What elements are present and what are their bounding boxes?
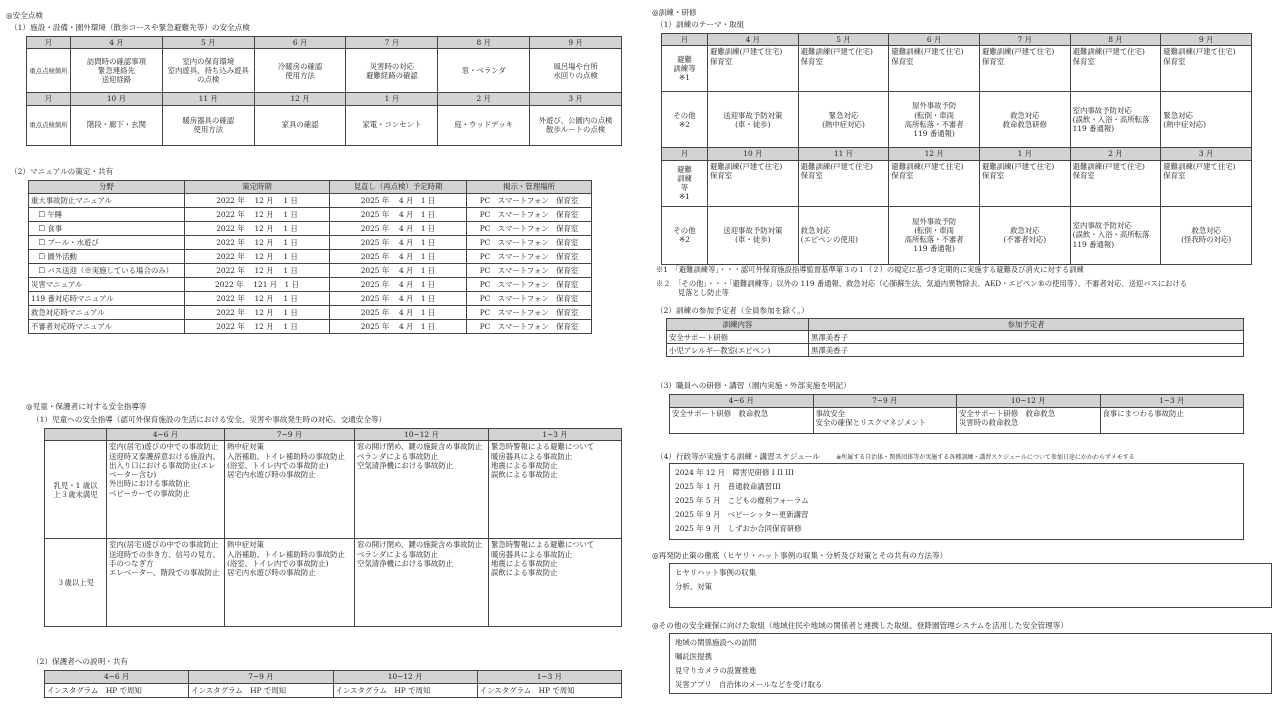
prevention-item: 分析、対策 <box>675 582 712 591</box>
inspection-item: 冷暖房の確認 使用方法 <box>254 49 346 93</box>
child-guidance-row-over3 <box>45 539 622 627</box>
staff-training-table <box>669 394 1244 434</box>
month-label: 月 <box>27 37 71 49</box>
storage-location: PC スマートフォン 保育室 <box>467 222 592 236</box>
inspection-item: 庭・ウッドデッキ <box>438 105 530 145</box>
recurrence-prevention-box <box>669 563 1272 608</box>
training-cell: 緊急対応 (熱中症対応) <box>1161 92 1252 148</box>
footnote-2: ※２ 「その他」・・・「避難訓練等」以外の 119 番通報、救急対応（心肺蘇生法、気道内異物除去、AED・エピペン®の使用等）、不審者対応、送迎バスにおける 見落とし防止等 <box>656 279 1188 298</box>
training-cell: 避難訓練(戸建て住宅) 保育室 <box>979 46 1070 92</box>
staff-header-row <box>670 395 1244 408</box>
admin-schedule-box <box>669 463 1244 540</box>
period-header: 7~9 月 <box>189 671 333 684</box>
month-header: 4 月 <box>71 37 163 49</box>
guidance-cell: 室内(居宅)遊びの中での事故防止 送迎時での歩き方、信号の見方、手のつなぎ方 エレベーター、階段での事故防止 <box>107 539 225 627</box>
storage-location: PC スマートフォン 保育室 <box>467 292 592 306</box>
month-header: 7 月 <box>346 37 438 49</box>
manual-header: 分野 <box>29 181 185 194</box>
storage-location: PC スマートフォン 保育室 <box>467 264 592 278</box>
period-header: 7~9 月 <box>813 395 957 408</box>
period-header: 1~3 月 <box>477 671 621 684</box>
inspection-month-row-a <box>27 37 622 49</box>
month-header: 9 月 <box>530 37 622 49</box>
created-date: 2022 年 12 月 1 日 <box>185 208 330 222</box>
parent-sharing-cell: インスタグラム HP で周知 <box>333 684 477 698</box>
training-cell: 避難訓練(戸建て住宅) 保育室 <box>889 46 980 92</box>
participants-header: 訓練内容 <box>667 319 809 331</box>
manual-row <box>29 320 592 334</box>
period-header: 7~9 月 <box>225 429 355 441</box>
month-header: 2 月 <box>1070 148 1161 160</box>
created-date: 2022 年 12 月 1 日 <box>185 292 330 306</box>
manual-header: 見直し（再点検）予定時期 <box>330 181 467 194</box>
staff-training-cell: 事故安全 安全の確保とリスクマネジメント <box>813 408 957 434</box>
manual-field: ☐ プール・水遊び <box>29 236 185 250</box>
manual-row <box>29 264 592 278</box>
age-group-label: 乳児・1 歳以 上３歳未満児 <box>45 441 107 539</box>
schedule-item: 2025 年 9 月 ベビーシッター更新講習 <box>675 510 809 519</box>
other-training-row-b <box>662 206 1252 264</box>
created-date: 2022 年 12 月 1 日 <box>185 264 330 278</box>
safety-item: 見守りカメラの設置推進 <box>675 666 757 675</box>
manual-row <box>29 208 592 222</box>
participants-subheading: （2）訓練の参加予定者（全員参加を除く。） <box>656 306 809 315</box>
child-guidance-table <box>44 428 622 627</box>
training-cell: 救急対応 (不審者対応) <box>979 206 1070 264</box>
training-cell: 避難訓練(戸建て住宅) 保育室 <box>1070 160 1161 206</box>
manual-row <box>29 306 592 320</box>
safety-item: 災害アプリ 自治体のメールなどを受け取る <box>675 680 823 689</box>
training-month-row-b <box>662 148 1252 160</box>
inspection-item: 風呂場や台所 水回りの点検 <box>530 49 622 93</box>
inspection-item: 暖房器具の確認 使用方法 <box>162 105 254 145</box>
staff-training-subheading: （3）職員への研修・講習（園内実施・外部実施を明記） <box>656 381 851 390</box>
participants-row <box>667 344 1244 357</box>
guidance-cell: 室内(居宅)遊びの中での事故防止 送迎時又泰護辞意おける施設内、出入り口における事故防止(エレベーター含む) 外出時における事故防止 ベビーカーでの事故防止 <box>107 441 225 539</box>
period-header: 1~3 月 <box>489 429 622 441</box>
manual-header: 策定時期 <box>185 181 330 194</box>
manual-header: 掲示・管理場所 <box>467 181 592 194</box>
period-header: 4~6 月 <box>107 429 225 441</box>
admin-schedule-subheading <box>656 452 1135 462</box>
month-header: 3 月 <box>530 93 622 105</box>
inspection-month-row-b <box>27 93 622 105</box>
manual-field: ☐ バス送迎（※実施している場合のみ） <box>29 264 185 278</box>
guidance-cell: 窓の開け閉め、鍵の施錠含め事故防止 ベランダによる事故防止 空気清浄機における事故防止 <box>355 539 489 627</box>
admin-schedule-title: （4）行政等が実施する訓練・講習スケジュール <box>656 452 820 461</box>
manual-header-row <box>29 181 592 194</box>
manual-field: ☐ 園外活動 <box>29 250 185 264</box>
training-cell: 避難訓練(戸建て住宅) 保育室 <box>798 46 889 92</box>
month-label: 月 <box>27 93 71 105</box>
other-label: その他 ※2 <box>662 206 708 264</box>
training-cell: 送迎事故予防対策 (車・徒歩) <box>708 206 799 264</box>
training-theme-table <box>661 33 1252 265</box>
training-cell: 救急対応 (怪我時の対応) <box>1161 206 1252 264</box>
period-header: 1~3 月 <box>1100 395 1244 408</box>
manual-subheading: （2）マニュアルの策定・共有 <box>10 167 114 176</box>
manual-table <box>28 180 592 334</box>
month-header: 6 月 <box>254 37 346 49</box>
manual-field: 119 番対応時マニュアル <box>29 292 185 306</box>
evacuation-label: 避難 訓練等 ※1 <box>662 46 708 92</box>
prevention-item: ヒヤリハット事例の収集 <box>675 568 757 577</box>
participant-name: 黒澤美香子 <box>809 331 1244 344</box>
training-participants-table <box>666 318 1244 357</box>
manual-field: 不審者対応時マニュアル <box>29 320 185 334</box>
training-cell: 避難訓練(戸建て住宅) 保育室 <box>708 46 799 92</box>
month-header: 6 月 <box>889 34 980 46</box>
participants-header: 参加予定者 <box>809 319 1244 331</box>
storage-location: PC スマートフォン 保育室 <box>467 250 592 264</box>
schedule-item: 2025 年 9 月 しずおか合同保育研修 <box>675 524 802 533</box>
month-header: 3 月 <box>1161 148 1252 160</box>
created-date: 2022 年 12 月 1 日 <box>185 250 330 264</box>
empty-corner <box>45 429 107 441</box>
review-date: 2025 年 4 月 1 日 <box>330 236 467 250</box>
inspection-item-row-a <box>27 49 622 93</box>
month-header: 11 月 <box>162 93 254 105</box>
month-header: 1 月 <box>346 93 438 105</box>
safety-item: 嘱託医提携 <box>675 652 712 661</box>
training-cell: 救急対応 救命救急研修 <box>979 92 1070 148</box>
staff-training-cell: 安全サポート研修 救命救急 <box>670 408 814 434</box>
child-parent-guidance-heading: ◎児童・保護者に対する安全指導等 <box>26 402 147 411</box>
guidance-cell: 熱中症対策 入浴補助、トイレ補助時の事故防止(浴室、トイレ内での事故防止) 居宅内水遊び時の事故防止 <box>225 441 355 539</box>
staff-content-row <box>670 408 1244 434</box>
parent-header-row <box>45 671 622 684</box>
created-date: 2022 年 12 月 1 日 <box>185 194 330 208</box>
month-label: 月 <box>662 34 708 46</box>
schedule-item: 2024 年 12 月 障害児研修 I II III <box>675 468 794 477</box>
created-date: 2022 年 12 月 1 日 <box>185 236 330 250</box>
created-date: 2022 年 12 月 1 日 <box>185 320 330 334</box>
training-cell: 避難訓練(戸建て住宅) 保育室 <box>1161 160 1252 206</box>
month-label: 月 <box>662 148 708 160</box>
schedule-item: 2025 年 5 月 こどもの権利フォーラム <box>675 496 809 505</box>
period-header: 10~12 月 <box>957 395 1101 408</box>
training-cell: 避難訓練(戸建て住宅) 保育室 <box>798 160 889 206</box>
manual-row <box>29 292 592 306</box>
training-cell: 屋外事故予防 (転倒・車両 高所転落・不審者 119 番通報) <box>889 92 980 148</box>
training-cell: 避難訓練(戸建て住宅) 保育室 <box>1070 46 1161 92</box>
inspection-item: 室内の保育環境 室内遊具、持ち込み遊具 の点検 <box>162 49 254 93</box>
training-cell: 避難訓練(戸建て住宅) 保育室 <box>708 160 799 206</box>
recurrence-prevention-heading: ◎再発防止策の徹底（ヒヤリ・ハット事例の収集・分析及び対策とその共有の方法等） <box>652 551 948 560</box>
participants-header-row <box>667 319 1244 331</box>
guidance-cell: 緊急時警報による避難について 暖房器具による事故防止 地震による事故防止 誤飲による事故防止 <box>489 441 622 539</box>
month-header: 4 月 <box>708 34 799 46</box>
age-group-label: ３歳以上児 <box>45 539 107 627</box>
training-cell: 屋外事故予防 (転倒・車両 高所転落・不審者 119 番通報) <box>889 206 980 264</box>
participant-name: 黒澤美香子 <box>809 344 1244 357</box>
review-date: 2025 年 4 月 1 日 <box>330 222 467 236</box>
inspection-item: 災害時の対応 避難経路の確認 <box>346 49 438 93</box>
period-header: 4~6 月 <box>670 395 814 408</box>
manual-row <box>29 236 592 250</box>
training-cell: 救急対応 (エピペンの使用) <box>798 206 889 264</box>
training-cell: 避難訓練(戸建て住宅) 保育室 <box>889 160 980 206</box>
inspection-item: 階段・廊下・玄関 <box>71 105 163 145</box>
schedule-item: 2025 年 1 月 普通救命講習III <box>675 482 781 491</box>
parent-content-row <box>45 684 622 698</box>
footnote-1: ※1 「避難訓練等」・・・認可外保育施設指導監督基準第３の１（２）の規定に基づき定期的に実施する避難及び消火に対する訓練 <box>656 265 1084 274</box>
other-label: その他 ※2 <box>662 92 708 148</box>
inspection-item-row-b <box>27 105 622 145</box>
period-header: 10~12 月 <box>355 429 489 441</box>
other-training-row-a <box>662 92 1252 148</box>
guidance-cell: 窓の開け閉め、鍵の施錠含め事故防止 ベランダによる事故防止 空気清浄機における事故防止 <box>355 441 489 539</box>
inspection-item: 窓・ベランダ <box>438 49 530 93</box>
created-date: 2022 年 12 月 1 日 <box>185 222 330 236</box>
safety-inspection-heading: ◎安全点検 <box>6 11 44 20</box>
evacuation-label: 避難 訓練 等 ※1 <box>662 160 708 206</box>
month-header: 11 月 <box>798 148 889 160</box>
parent-sharing-cell: インスタグラム HP で周知 <box>45 684 189 698</box>
month-header: 1 月 <box>979 148 1070 160</box>
review-date: 2025 年 4 月 1 日 <box>330 208 467 222</box>
training-heading: ◎訓練・研修 <box>652 8 697 17</box>
month-header: 12 月 <box>889 148 980 160</box>
manual-field: 災害マニュアル <box>29 278 185 292</box>
month-header: 12 月 <box>254 93 346 105</box>
month-header: 5 月 <box>798 34 889 46</box>
review-date: 2025 年 4 月 1 日 <box>330 306 467 320</box>
other-safety-box <box>669 633 1272 694</box>
storage-location: PC スマートフォン 保育室 <box>467 236 592 250</box>
period-header: 4~6 月 <box>45 671 189 684</box>
storage-location: PC スマートフォン 保育室 <box>467 320 592 334</box>
staff-training-cell: 安全サポート研修 救命救急 災害時の救命救急 <box>957 408 1101 434</box>
period-header: 10~12 月 <box>333 671 477 684</box>
manual-field: ☐ 食事 <box>29 222 185 236</box>
manual-field: 重大事故防止マニュアル <box>29 194 185 208</box>
month-header: 10 月 <box>71 93 163 105</box>
training-cell: 室内事故予防対応 (誤飲・入浴・高所転落 119 番通報) <box>1070 92 1161 148</box>
month-header: 7 月 <box>979 34 1070 46</box>
inspection-item: 訪問時の確認事項 緊急連絡先 送迎経路 <box>71 49 163 93</box>
child-guidance-header-row <box>45 429 622 441</box>
month-header: 2 月 <box>438 93 530 105</box>
safety-item: 地域の関係施設への訪問 <box>675 638 757 647</box>
training-cell: 室内事故予防対応 (誤飲・入浴・高所転落 119 番通報) <box>1070 206 1161 264</box>
training-cell: 避難訓練(戸建て住宅) 保育室 <box>1161 46 1252 92</box>
focus-inspection-label: 重点点検箇所 <box>27 49 71 93</box>
manual-row <box>29 278 592 292</box>
guidance-cell: 緊急時警報による避難について 暖房器具による事故防止 地震による事故防止 誤飲による事故防止 <box>489 539 622 627</box>
facility-inspection-subheading: （1）施設・設備・園外環境（散歩コースや緊急避難先等）の安全点検 <box>10 23 250 32</box>
storage-location: PC スマートフォン 保育室 <box>467 208 592 222</box>
evacuation-row-b <box>662 160 1252 206</box>
manual-row <box>29 194 592 208</box>
created-date: 2022 年 121 月 1 日 <box>185 278 330 292</box>
other-safety-heading: ◎その他の安全確保に向けた取組（地域住民や地域の関係者と連携した取組、登降園管理システムを活用した安全管理等） <box>652 621 1068 630</box>
review-date: 2025 年 4 月 1 日 <box>330 320 467 334</box>
storage-location: PC スマートフォン 保育室 <box>467 278 592 292</box>
training-cell: 緊急対応 (熱中症対応) <box>798 92 889 148</box>
inspection-item: 家電・コンセント <box>346 105 438 145</box>
created-date: 2022 年 12 月 1 日 <box>185 306 330 320</box>
parent-sharing-cell: インスタグラム HP で周知 <box>477 684 621 698</box>
review-date: 2025 年 4 月 1 日 <box>330 278 467 292</box>
manual-row <box>29 222 592 236</box>
training-content: 安全サポート研修 <box>667 331 809 344</box>
parent-sharing-table <box>44 670 622 698</box>
evacuation-row-a <box>662 46 1252 92</box>
manual-field: ☐ 午睡 <box>29 208 185 222</box>
parent-sharing-cell: インスタグラム HP で周知 <box>189 684 333 698</box>
review-date: 2025 年 4 月 1 日 <box>330 194 467 208</box>
training-month-row-a <box>662 34 1252 46</box>
parent-sharing-subheading: （2）保護者への説明・共有 <box>32 657 128 666</box>
inspection-item: 外遊び、公園内の点検 散歩ルートの点検 <box>530 105 622 145</box>
manual-field: 救急対応時マニュアル <box>29 306 185 320</box>
month-header: 5 月 <box>162 37 254 49</box>
training-cell: 送迎事故予防対策 (車・徒歩) <box>708 92 799 148</box>
storage-location: PC スマートフォン 保育室 <box>467 306 592 320</box>
review-date: 2025 年 4 月 1 日 <box>330 264 467 278</box>
guidance-cell: 熱中症対策 入浴補助、トイレ補助時の事故防止(浴室、トイレ内での事故防止) 居宅内水遊び時の事故防止 <box>225 539 355 627</box>
participants-row <box>667 331 1244 344</box>
child-guidance-row-infant <box>45 441 622 539</box>
training-content: 小児アレルギー教室(エピペン) <box>667 344 809 357</box>
admin-schedule-note: ※所属する自治体・関係団体等が実施する各種訓練・講習スケジュールについて参加日途にかかわらずメモする <box>836 454 1135 461</box>
focus-inspection-label: 重点点検箇所 <box>27 105 71 145</box>
review-date: 2025 年 4 月 1 日 <box>330 292 467 306</box>
manual-row <box>29 250 592 264</box>
facility-inspection-table <box>26 36 622 146</box>
inspection-item: 家具の確認 <box>254 105 346 145</box>
month-header: 8 月 <box>438 37 530 49</box>
child-guidance-subheading: （1）児童への安全指導（認可外保育施設の生活における安全、災害や事故発生時の対応、交通安全等） <box>32 415 387 424</box>
month-header: 8 月 <box>1070 34 1161 46</box>
month-header: 10 月 <box>708 148 799 160</box>
month-header: 9 月 <box>1161 34 1252 46</box>
training-cell: 避難訓練(戸建て住宅) 保育室 <box>979 160 1070 206</box>
storage-location: PC スマートフォン 保育室 <box>467 194 592 208</box>
staff-training-cell: 食事にまつわる事故防止 <box>1100 408 1244 434</box>
review-date: 2025 年 4 月 1 日 <box>330 250 467 264</box>
training-theme-subheading: （1）訓練のテーマ・取組 <box>656 20 745 29</box>
